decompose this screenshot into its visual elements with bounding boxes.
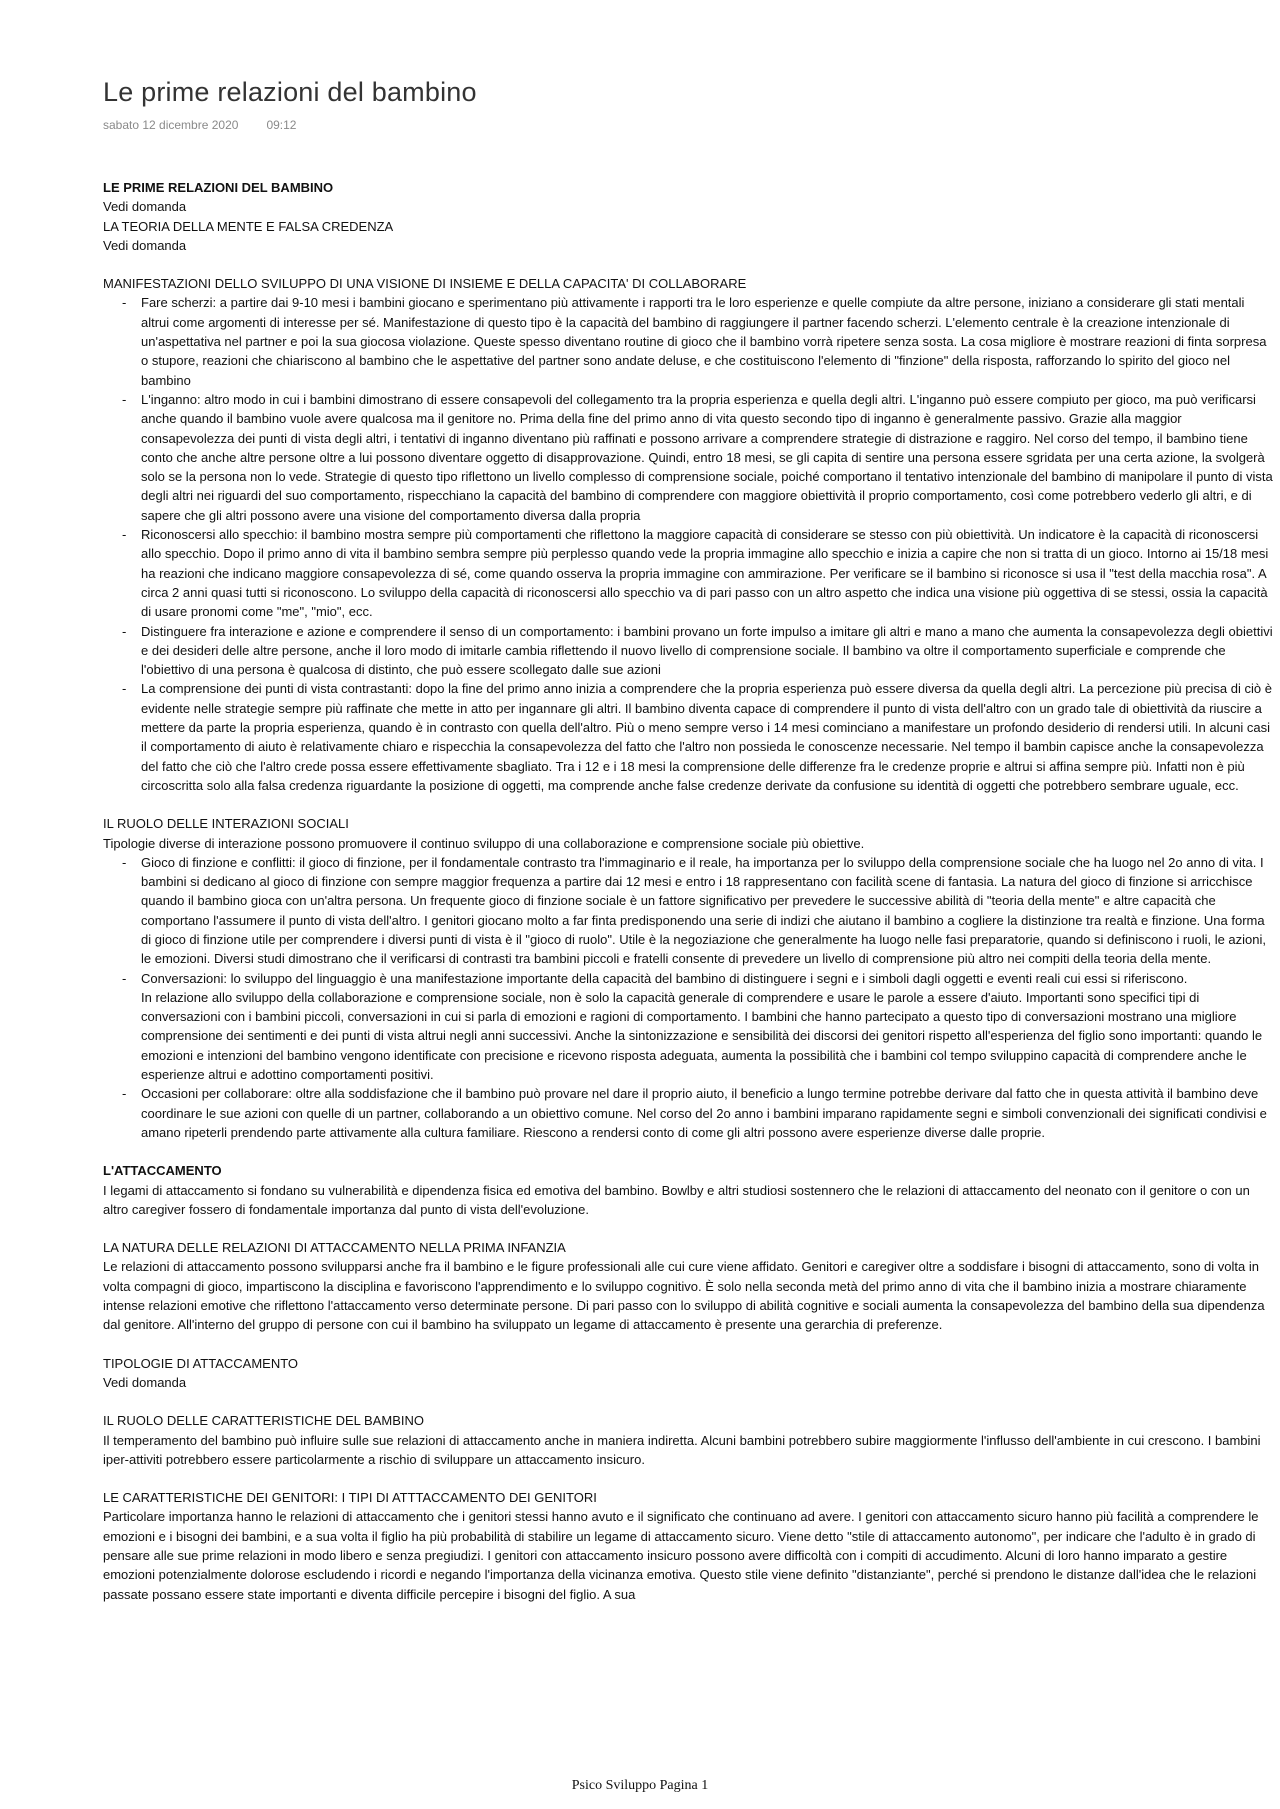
section-heading: LE PRIME RELAZIONI DEL BAMBINO [103, 180, 334, 195]
list-item: - La comprensione dei punti di vista contrastanti: dopo la fine del primo anno inizia a comprendere che la propria esperienza può essere diversa da quella degli altri. La percezione più precisa di ciò è evidente nelle strategie sempre più raffinate che mette in atto per ingannare gli altri. Il bambino diventa capace di comprendere il punto di vista dell'altro con un grado tale di obiettività da riuscire a mettere da parte la propria esperienza, quando è in contrasto con quella dell'altro. Più o meno sempre verso i 14 mesi cominciano a manifestare un profondo desiderio di rendersi utili. In alcuni casi il comportamento di aiuto è relativamente chiaro e rispecchia la consapevolezza del fatto che l'altro non possieda le conoscenze necessarie. Nel tempo il bambin capisce anche la consapevolezza del fatto che ciò che l'altro crede possa essere effettivamente sbagliato. Tra i 12 e i 18 mesi la comprensione delle differenze fra le credenze proprie e altrui si affina sempre più. Infatti non è più circoscritta solo alla falsa credenza riguardante la posizione di oggetti, ma comprende anche false credenze derivate da confusione su identità di oggetti che potrebbero sembrare uguale, ecc. [103, 679, 1273, 795]
list-item: - Riconoscersi allo specchio: il bambino mostra sempre più comportamenti che riflettono la maggiore capacità di considerare se stesso con più obiettività. Un indicatore è la capacità di riconoscersi allo specchio. Dopo il primo anno di vita il bambino sembra sempre più perplesso quando vede la propria immagine allo specchio e inizia a capire che non si tratta di un gioco. Intorno ai 15/18 mesi ha reazioni che indicano maggiore consapevolezza di sé, come quando osserva la propria immagine con ammirazione. Per verificare se il bambino si riconosce si usa il "test della macchia rosa". A circa 2 anni quasi tutti si riconoscono. Lo sviluppo della capacità di riconoscersi allo specchio va di pari passo con un altro aspetto che indica una visione più oggettiva di se stessi, ossia la capacità di usare pronomi come "me", "mio", ecc. [103, 525, 1273, 621]
paragraph: Vedi domanda [103, 199, 187, 215]
note-content [103, 178, 1273, 1604]
section-heading: LA TEORIA DELLA MENTE E FALSA CREDENZA [103, 218, 394, 234]
list-item [103, 969, 1273, 1085]
page-title: Le prime relazioni del bambino [103, 77, 477, 107]
paragraph: Tipologie diverse di interazione possono promuovere il continuo sviluppo di una collaborazione e comprensione sociale più obiettive. [103, 835, 865, 851]
paragraph: Il temperamento del bambino può influire sulle sue relazioni di attaccamento anche in maniera indiretta. Alcuni bambini potrebbero subire maggiormente l'influsso dell'ambiente in cui crescono. I bambini iper-attiviti potrebbero essere particolarmente a rischio di sviluppare un attaccamento insicuro. [103, 1432, 1261, 1467]
paragraph: I legami di attaccamento si fondano su vulnerabilità e dipendenza fisica ed emotiva del bambino. Bowlby e altri studiosi sostennero che le relazioni di attaccamento del neonato con il genitore o con un altro caregiver fossero di fondamentale importanza dal punto di vista dell'evoluzione. [103, 1182, 1250, 1217]
section-heading: MANIFESTAZIONI DELLO SVILUPPO DI UNA VISIONE DI INSIEME E DELLA CAPACITA' DI COLLABORARE [103, 276, 747, 292]
section-heading: LA NATURA DELLE RELAZIONI DI ATTACCAMENTO NELLA PRIMA INFANZIA [103, 1240, 566, 1256]
paragraph: Vedi domanda [103, 1374, 187, 1390]
page-time: 09:12 [266, 118, 297, 132]
section-heading: IL RUOLO DELLE CARATTERISTICHE DEL BAMBINO [103, 1413, 424, 1429]
paragraph: Vedi domanda [103, 237, 187, 253]
list-item: - Fare scherzi: a partire dai 9-10 mesi i bambini giocano e sperimentano più attivamente i rapporti tra le loro esperienze e quelle compiute da altre persone, iniziano a considerare gli stati mentali altrui come argomenti di interesse per sé. Manifestazione di questo tipo è la capacità del bambino di raggiungere il partner facendo scherzi. L'elemento centrale è la creazione intenzionale di un'aspettativa nel partner e poi la sua giocosa violazione. Queste spesso diventano routine di gioco che il bambino vorrà ripetere senza sosta. La cosa migliore è mostrare reazioni di finta sorpresa o stupore, reazioni che chiariscono al bambino che le aspettative del partner sono andate deluse, e che costituiscono l'elemento di "finzione" della risposta, rafforzando lo spirito del gioco nel bambino [103, 293, 1273, 389]
paragraph: Particolare importanza hanno le relazioni di attaccamento che i genitori stessi hanno avuto e il significato che continuano ad avere. I genitori con attaccamento sicuro hanno più facilità a comprendere le emozioni e i bisogni dei bambini, e a sua volta il figlio ha più probabilità di stabilire un legame di attaccamento sicuro. Viene detto "stile di attaccamento autonomo", per indicare che l'adulto è in grado di pensare alle sue prime relazioni in modo libero e senza pregiudizi. I genitori con attaccamento insicuro possono avere difficoltà con i compiti di accudimento. Alcuni di loro hanno imparato a gestire emozioni potenzialmente dolorose escludendo i ricordi e negando l'importanza della vicinanza emotiva. Questo stile viene definito "distanziante", perché si prendono le distanze dall'idea che le relazioni passate possano essere state importanti e diventa difficile percepire i bisogni del figlio. A sua [103, 1509, 1259, 1602]
section-heading: TIPOLOGIE DI ATTACCAMENTO [103, 1355, 299, 1371]
page-meta [103, 118, 296, 132]
paragraph: Le relazioni di attaccamento possono svilupparsi anche fra il bambino e le figure professionali alle cui cure viene affidato. Genitori e caregiver oltre a soddisfare i bisogni di attaccamento, sono di volta in volta compagni di gioco, impartiscono la disciplina e favoriscono l'apprendimento e lo sviluppo cognitivo. È solo nella seconda metà del primo anno di vita che il bambino inizia a mostrare chiaramente intense relazioni emotive che riflettono l'attaccamento verso determinate persone. Di pari passo con lo sviluppo di abilità cognitive e sociali aumenta la consapevolezza del bambino della sua dipendenza dal genitore. All'interno del gruppo di persone con cui il bambino ha sviluppato un legame di attaccamento è presente una gerarchia di preferenze. [103, 1259, 1265, 1333]
list-item-continuation: In relazione allo sviluppo della collaborazione e comprensione sociale, non è solo la capacità generale di comprendere e usare le parole a essere d'aiuto. Importanti sono specifici tipi di conversazioni con i bambini piccoli, conversazioni in cui si parla di emozioni e ragioni di comportamento. I bambini che hanno partecipato a questo tipo di conversazioni mostrano una migliore comprensione dei sentimenti e dei punti di vista altrui negli anni successivi. Anche la sintonizzazione e sensibilità dei discorsi dei genitori rispetto all'esperienza del figlio sono importanti: quando le emozioni e intenzioni del bambino vengono identificate con precisione e ricevono risposta adeguata, aumenta la possibilità che i bambini col tempo sviluppino capacità di comprendere anche le esperienze altrui e adottino comportamenti positivi. [141, 989, 1263, 1083]
list-item: - Occasioni per collaborare: oltre alla soddisfazione che il bambino può provare nel dare il proprio aiuto, il beneficio a lungo termine potrebbe derivare dal fatto che in questa attività il bambino deve coordinare le sue azioni con quelle di un partner, collaborando a un obiettivo comune. Nel corso del 2o anno i bambini imparano rapidamente segni e simboli convenzionali dei significati condivisi e amano ripeterli prendendo parte attivamente alla cultura familiare. Riescono a rendersi conto di come gli altri possono avere esperienze diverse dalle proprie. [103, 1084, 1273, 1142]
list-item-text: Conversazioni: lo sviluppo del linguaggio è una manifestazione importante della capacità del bambino di distinguere i segni e i simboli dagli oggetti e eventi reali cui essi si riferiscono. [141, 970, 1188, 986]
section-heading: IL RUOLO DELLE INTERAZIONI SOCIALI [103, 816, 349, 832]
list-item: - L'inganno: altro modo in cui i bambini dimostrano di essere consapevoli del collegamento tra la propria esperienza e quella degli altri. L'inganno può essere compiuto per gioco, ma può verificarsi anche quando il bambino vuole avere qualcosa ma il genitore no. Prima della fine del primo anno di vita questo secondo tipo di inganno è generalmente passivo. Grazie alla maggior consapevolezza dei punti di vista degli altri, i tentativi di inganno diventano più raffinati e possono arrivare a comprendere strategie di distrazione e raggiro. Nel corso del tempo, il bambino tiene conto che anche altre persone oltre a lui possono diventare oggetto di disapprovazione. Quindi, entro 18 mesi, se gli capita di sentire una persona essere sgridata per una certa azione, la svolgerà solo se la persona non lo vede. Strategie di questo tipo riflettono un livello complesso di comprensione sociale, poiché comportano il tentativo intenzionale del bambino di manipolare il punto di vista degli altri nei riguardi del suo comportamento, rispecchiano la capacità del bambino di comprendere con maggiore obiettività il proprio comportamento, così come potrebbero vederlo gli altri, e di sapere che gli altri possono avere una visione del comportamento diversa dalla propria [103, 390, 1273, 525]
list-item: - Distinguere fra interazione e azione e comprendere il senso di un comportamento: i bambini provano un forte impulso a imitare gli altri e mano a mano che aumenta la consapevolezza degli obiettivi e dei desideri delle altre persone, anche il loro modo di imitarle cambia riflettendo il nuovo livello di comprensione sociale. Il bambino va oltre il comportamento superficiale e comprende che l'obiettivo di una persona è qualcosa di distinto, che può essere scollegato dalle sue azioni [103, 622, 1273, 680]
bullet-list [103, 293, 1273, 795]
bullet-list [103, 853, 1273, 1142]
section-heading: LE CARATTERISTICHE DEI GENITORI: I TIPI DI ATTTACCAMENTO DEI GENITORI [103, 1490, 597, 1506]
section-heading: L'ATTACCAMENTO [103, 1163, 222, 1179]
page-footer: Psico Sviluppo Pagina 1 [571, 1778, 709, 1793]
list-item: - Gioco di finzione e conflitti: il gioco di finzione, per il fondamentale contrasto tra l'immaginario e il reale, ha importanza per lo sviluppo della comprensione sociale che ha luogo nel 2o anno di vita. I bambini si dedicano al gioco di finzione con sempre maggior frequenza a partire dai 12 mesi e entro i 18 rappresentano con facilità scene di fantasia. La natura del gioco di finzione si arricchisce quando il bambino gioca con un'altra persona. Un frequente gioco di finzione sociale è un fattore significativo per prevedere le successive abilità di "teoria della mente" e altre capacità che comportano l'assumere il punto di vista dell'altro. I genitori giocano molto a far finta predisponendo una serie di indizi che aiutano il bambino a cogliere la distinzione tra realtà e finzione. Una forma di gioco di finzione utile per comprendere i diversi punti di vista è il "gioco di ruolo". Utile è la negoziazione che generalmente ha luogo nelle fasi preparatorie, quando si definiscono i ruoli, le azioni, le emozioni. Diversi studi dimostrano che il verificarsi di contrasti tra bambini piccoli e fratelli consente di prevedere un livello di comprensione più altro nei compiti della teoria della mente. [103, 853, 1273, 969]
page-date: sabato 12 dicembre 2020 [103, 118, 239, 132]
